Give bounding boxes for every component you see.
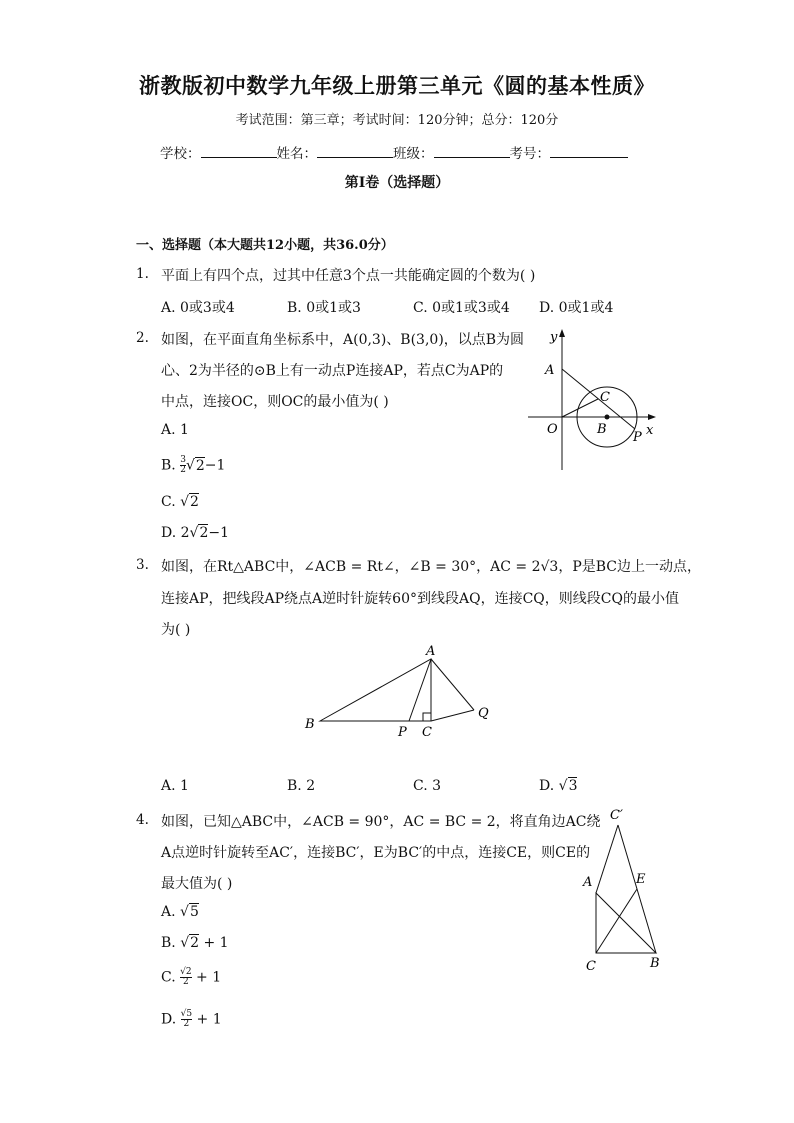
q4-option-a[interactable] [161, 904, 199, 920]
segment-cq [431, 710, 474, 721]
section-title: 一、选择题（本大题共12小题，共36.0分） [136, 238, 394, 253]
option-tail: + 1 [199, 935, 229, 951]
segment-ac1 [596, 825, 618, 893]
q3-line1: 如图，在Rt△ABC中，∠ACB = Rt∠，∠B = 30°，AC = 2√3，P是BC边上一动点， [161, 559, 702, 575]
sqrt-symbol: √ [185, 457, 195, 474]
fraction-denominator: 2 [180, 465, 186, 475]
q1-number: 1. [136, 266, 149, 282]
label-a: A [583, 875, 593, 890]
q1-option-d[interactable]: D. 0或1或4 [539, 300, 614, 316]
q2-coordinate-figure [520, 325, 670, 475]
q1-option-a[interactable]: A. 0或3或4 [161, 300, 235, 316]
exam-title: 浙教版初中数学九年级上册第三单元《圆的基本性质》 [139, 73, 655, 98]
q1-option-c[interactable]: C. 0或1或3或4 [413, 300, 510, 316]
point-b [605, 415, 610, 420]
label-e: E [636, 872, 646, 887]
exam-info: 考试范围：第三章；考试时间：120分钟；总分：120分 [235, 113, 559, 128]
q2-line1: 如图，在平面直角坐标系中，A(0,3)、B(3,0)，以点B为圆 [161, 332, 525, 348]
fraction-denominator: 2 [181, 1019, 192, 1029]
segment-aq [431, 659, 474, 710]
label-x: x [646, 423, 654, 438]
label-p: P [398, 725, 407, 740]
label-a: A [545, 363, 555, 378]
label-b: B [597, 422, 607, 437]
label-c: C [600, 390, 610, 405]
q2-number: 2. [136, 330, 149, 346]
q2-option-b-label: B. [161, 457, 176, 474]
label-c: C [586, 959, 596, 974]
q4-option-c[interactable] [161, 968, 221, 987]
label-q: Q [478, 706, 489, 721]
student-info-row [160, 142, 628, 162]
q3-line2: 连接AP，把线段AP绕点A逆时针旋转60°到线段AQ，连接CQ，则线段CQ的最小值 [161, 591, 679, 607]
fraction-numerator: √5 [180, 1009, 193, 1019]
q3-option-c[interactable]: C. 3 [413, 778, 442, 794]
q3-option-d[interactable] [539, 778, 577, 794]
q4-option-d-fraction [181, 1010, 192, 1029]
q4-option-b[interactable] [161, 935, 229, 951]
segment-ap [409, 659, 431, 721]
label-c: C [422, 725, 432, 740]
label-b: B [305, 717, 315, 732]
q2-option-b[interactable] [161, 456, 225, 475]
q2-option-d[interactable] [161, 525, 229, 541]
q3-option-a[interactable]: A. 1 [161, 778, 189, 794]
sqrt-symbol: √ [558, 778, 568, 794]
fraction-denominator: 2 [180, 977, 191, 987]
school-label: 学校： [160, 146, 201, 162]
option-tail: + 1 [191, 969, 222, 986]
sqrt-symbol: √ [180, 935, 190, 951]
q3-line3: 为( ) [161, 622, 191, 638]
q2-option-c-label: C. [161, 494, 176, 510]
q3-number: 3. [136, 557, 149, 573]
radicand: 2 [195, 457, 205, 474]
q4-line3: 最大值为( ) [161, 876, 233, 892]
q4-line2: A点逆时针旋转至AC′，连接BC′，E为BC′的中点，连接CE，则CE的 [161, 845, 591, 861]
q2-option-c[interactable] [161, 494, 199, 510]
sqrt-symbol: √ [180, 904, 189, 920]
q4-option-a-label: A. [161, 904, 176, 920]
radicand: 2 [199, 525, 209, 541]
segment-ap [562, 369, 635, 429]
q4-rotation-figure [578, 805, 670, 975]
triangle-abc [320, 659, 431, 721]
q4-line1: 如图，已知△ABC中，∠ACB = 90°，AC = BC = 2，将直角边AC绕 [161, 814, 601, 830]
q4-option-d-label: D. [161, 1011, 177, 1028]
q4-option-b-label: B. [161, 935, 176, 951]
radicand: 2 [190, 494, 199, 510]
q2-line2: 心、2为半径的⊙B上有一动点P连接AP，若点C为AP的 [161, 363, 504, 379]
q4-option-c-fraction [180, 968, 191, 987]
q4-number: 4. [136, 812, 149, 828]
q1-option-b[interactable]: B. 0或1或3 [287, 300, 361, 316]
right-angle-mark [423, 713, 431, 721]
number-blank[interactable] [550, 145, 628, 158]
name-blank[interactable] [317, 145, 393, 158]
fraction-numerator: 3 [180, 455, 186, 465]
class-label: 班级： [393, 146, 434, 162]
radicand: 2 [190, 935, 200, 951]
radicand: 5 [189, 904, 199, 920]
y-axis-arrow [559, 329, 565, 337]
sqrt-symbol: √ [189, 525, 199, 541]
q2-option-d-label: D. 2 [161, 525, 190, 541]
option-tail: −1 [208, 525, 230, 541]
label-p: P [633, 430, 642, 445]
volume-title: 第I卷（选择题） [344, 175, 450, 191]
q2-option-a[interactable]: A. 1 [161, 422, 189, 438]
q4-option-c-label: C. [161, 969, 176, 986]
label-y: y [550, 330, 558, 345]
q1-text: 平面上有四个点，过其中任意3个点一共能确定圆的个数为( ) [161, 268, 536, 284]
q3-option-d-label: D. [539, 778, 555, 794]
q3-option-b[interactable]: B. 2 [287, 778, 316, 794]
name-label: 姓名： [276, 146, 317, 162]
q3-triangle-figure [298, 640, 498, 740]
radicand: 3 [568, 778, 578, 794]
sqrt-symbol: √ [180, 494, 190, 510]
fraction-numerator: √2 [180, 967, 192, 977]
x-axis-arrow [648, 414, 656, 420]
segment-oc [562, 399, 598, 417]
option-tail: −1 [204, 457, 226, 474]
label-c-prime: C′ [610, 808, 623, 823]
school-blank[interactable] [201, 145, 277, 158]
option-tail: + 1 [192, 1011, 222, 1028]
label-o: O [547, 422, 558, 437]
label-a: A [426, 644, 436, 659]
class-blank[interactable] [434, 145, 510, 158]
q2-line3: 中点，连接OC，则OC的最小值为( ) [161, 394, 389, 410]
label-b: B [650, 956, 660, 971]
q4-option-d[interactable] [161, 1010, 222, 1029]
number-label: 考号： [509, 146, 550, 162]
